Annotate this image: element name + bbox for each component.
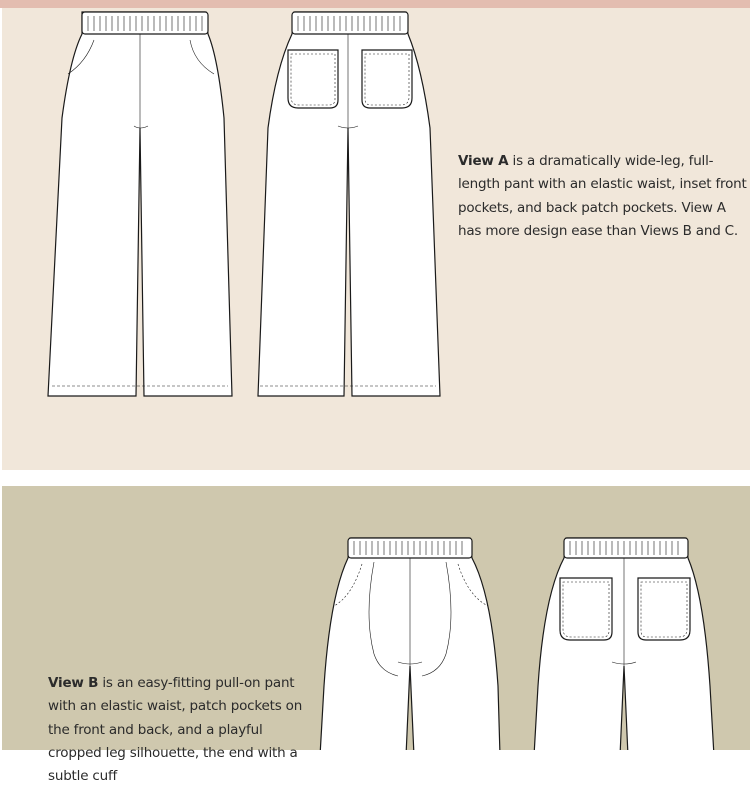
- view-a-name: View A: [458, 153, 509, 169]
- view-b-front-pant-drawing: [320, 538, 500, 750]
- view-a-panel: [2, 8, 750, 470]
- view-b-name: View B: [48, 675, 99, 691]
- view-b-description-text: is an easy-fitting pull-on pant with an elastic waist, patch pockets on the front and back, and a playful cropped leg silhouette, the end with a subtle cuff: [48, 675, 303, 785]
- top-accent-strip: [0, 0, 750, 8]
- view-b-back-pant-drawing: [534, 538, 714, 750]
- view-b-description: [48, 672, 306, 788]
- view-a-description-text: is a dramatically wide-leg, full-length pant with an elastic waist, inset front pockets, and back patch pockets. View A has more design ease than Views B and C.: [458, 153, 747, 239]
- view-b-panel: [2, 486, 750, 785]
- view-a-front-pant-drawing: [48, 12, 232, 396]
- view-a-back-pant-drawing: [258, 12, 440, 396]
- view-a-description: [458, 150, 748, 243]
